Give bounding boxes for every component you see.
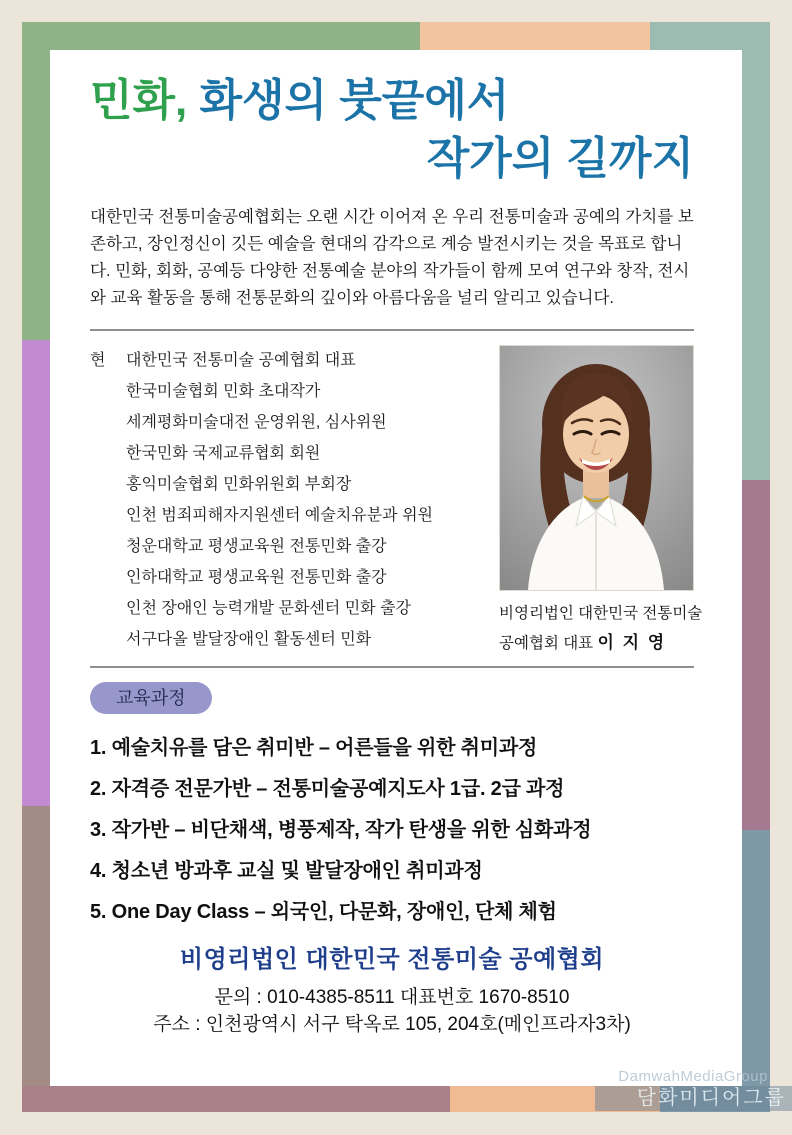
profile-item: 한국미술협회 민화 초대작가 [126,382,321,400]
watermark-latin: DamwahMediaGroup [618,1068,768,1085]
footer-address: 주소 : 인천광역시 서구 탁옥로 105, 204호(메인프라자3차) [153,1013,631,1035]
profile-photo-block [499,345,703,658]
frame-patch-left-green [22,22,50,340]
poster-title-line1 [90,74,694,128]
course-item: 1. 예술치유를 담은 취미반 – 어른들을 위한 취미과정 [90,736,538,759]
frame-patch-left-taupe [22,806,50,1112]
intro-paragraph: 대한민국 전통미술공예협회는 오랜 시간 이어져 온 우리 전통미술과 공예의 가치를 보존하고, 장인정신이 깃든 예술을 현대의 감각으로 계승 발전시키는 것을 목표로 합니다. 민화, 회화, 공예등 다양한 전통예술 분야의 작가들이 함께 모여 연구와 창작, 전시와 교육 활동을 통해 전통문화의 깊이와 아름다움을 널리 알리고 있습니다. [90,208,694,307]
frame-patch-right-mauve [742,480,770,830]
curriculum-badge: 교육과정 [90,682,212,714]
profile-item: 인천 장애인 능력개발 문화센터 민화 출강 [126,599,411,617]
frame-patch-bottom-rose [22,1086,450,1112]
profile-item: 인천 범죄피해자지원센터 예술치유분과 위원 [126,506,434,524]
footer-contact [90,984,694,1038]
watermark-band [595,1086,792,1111]
course-item: 4. 청소년 방과후 교실 및 발달장애인 취미과정 [90,859,483,882]
profile-item: 한국민화 국제교류협회 회원 [126,444,321,462]
portrait-illustration [500,346,693,590]
profile-section [90,345,703,658]
footer-organization: 비영리법인 대한민국 전통미술 공예협회 [179,945,605,973]
divider [90,666,694,668]
portrait-photo [499,345,694,591]
title-rest: 화생의 붓끝에서 [187,76,510,125]
photo-caption-line1: 비영리법인 대한민국 전통미술 [499,604,703,622]
watermark-korean: 담화미디어그룹 [636,1087,786,1109]
profile-item: 서구다올 발달장애인 활동센터 민화 [126,630,372,648]
profile-item: 청운대학교 평생교육원 전통민화 출강 [126,537,387,555]
frame-patch-left-purple [22,340,50,806]
representative-name: 이 지 영 [597,632,667,652]
course-item: 5. One Day Class – 외국인, 다문화, 장애인, 단체 체험 [90,900,557,923]
photo-caption-line2 [499,628,694,658]
profile-credentials [90,345,433,658]
divider [90,329,694,331]
poster-title-line2: 작가의 길까지 [426,134,694,183]
profile-item: 대한민국 전통미술 공예협회 대표 [126,351,356,369]
course-item: 3. 작가반 – 비단채색, 병풍제작, 작가 탄생을 위한 심화과정 [90,818,592,841]
profile-list [126,345,433,655]
photo-caption [499,599,703,658]
profile-item: 인하대학교 평생교육원 전통민화 출강 [126,568,387,586]
caption-role: 공예협회 대표 [499,634,598,652]
profile-prefix: 현 [90,351,106,369]
profile-item: 세계평화미술대전 운영위원, 심사위원 [126,413,387,431]
frame-patch-top-peach [420,22,650,50]
footer-phone: 문의 : 010-4385-8511 대표번호 1670-8510 [214,986,570,1008]
course-item: 2. 자격증 전문가반 – 전통미술공예지도사 1급. 2급 과정 [90,777,565,800]
profile-item: 홍익미술협회 민화위원회 부회장 [126,475,352,493]
course-list [90,728,694,933]
frame-patch-top-green [22,22,420,50]
frame-patch-right-teal [742,22,770,480]
poster-panel [50,50,742,1086]
title-highlight: 민화, [90,76,188,125]
